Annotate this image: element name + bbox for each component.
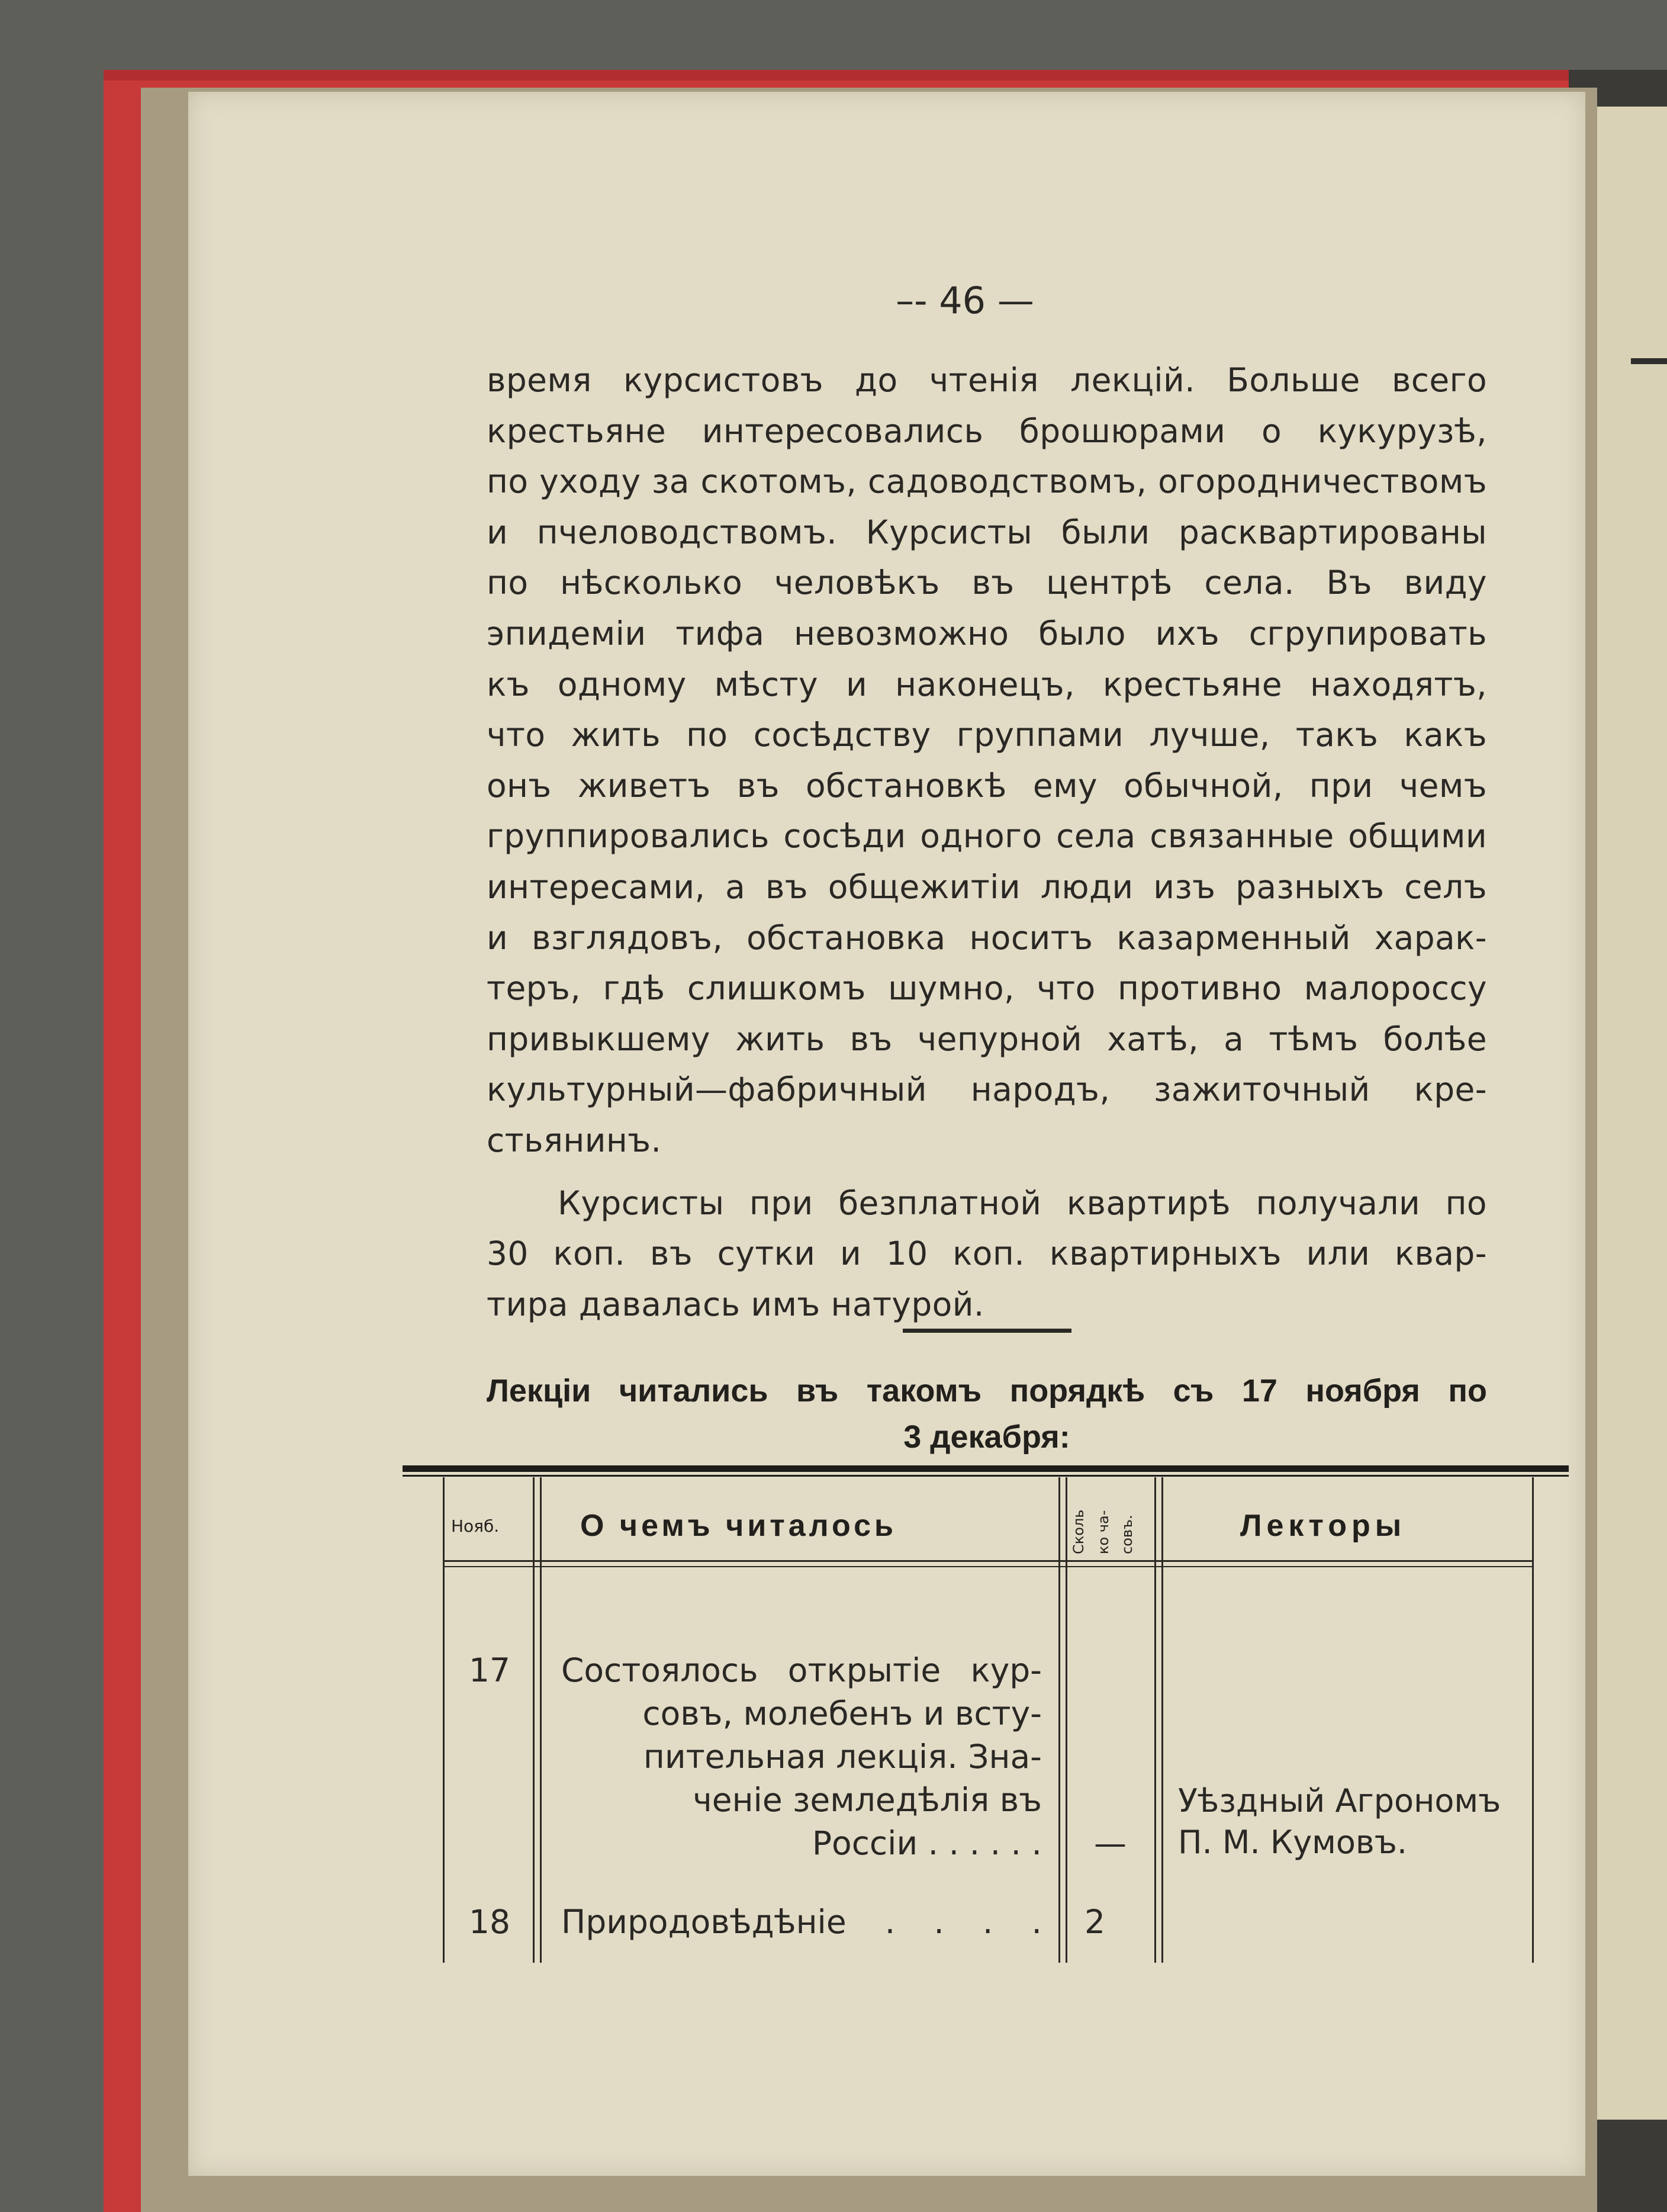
column-line <box>1058 1477 1060 1963</box>
header-hours-line3: совъ. <box>1119 1515 1135 1554</box>
topic-line: Природовѣдѣніе . . . . <box>561 1903 1042 1941</box>
lecture-table <box>403 1465 1586 1969</box>
row-lecturer <box>1178 1780 1501 1863</box>
row-topic <box>561 1901 1042 1944</box>
text-line: и пчеловодствомъ. Курсисты были расквартированы <box>487 513 1487 551</box>
text-line: группировались сосѣди одного села связанные общими <box>487 817 1487 856</box>
text-line: и взглядовъ, обстановка носитъ казарменный харак- <box>487 918 1487 957</box>
topic-line: Россіи . . . . . . <box>812 1824 1042 1862</box>
column-line <box>540 1477 542 1963</box>
header-rule <box>443 1566 1532 1567</box>
text-line: 30 коп. въ сутки и 10 коп. квартирныхъ или квар- <box>487 1234 1487 1273</box>
text-line: время курсистовъ до чтенія лекцій. Больше всего <box>487 361 1487 399</box>
text-line: крестьяне интересовались брошюрами о кукурузѣ, <box>487 411 1487 450</box>
header-rule <box>443 1560 1532 1562</box>
header-topic: О чемъ читалось <box>580 1509 897 1543</box>
facing-page <box>1592 107 1667 2120</box>
book-cover-edge <box>104 70 1595 81</box>
header-hours-line1: Сколь <box>1070 1509 1087 1554</box>
section-heading <box>487 1368 1487 1460</box>
lecturer-line: П. М. Кумовъ. <box>1178 1824 1408 1861</box>
text-line: теръ, гдѣ слишкомъ шумно, что противно малороссу <box>487 969 1487 1008</box>
column-line <box>1066 1477 1067 1963</box>
body-text <box>487 355 1487 1330</box>
row-hours: 2 <box>1084 1903 1105 1941</box>
section-divider <box>903 1329 1071 1333</box>
topic-line: Состоялось открытіе кур- <box>561 1651 1042 1689</box>
heading-line: 3 декабря: <box>903 1419 1070 1455</box>
header-hours-line2: ко ча- <box>1095 1510 1112 1554</box>
table-top-rule-thin <box>403 1475 1569 1477</box>
text-line: интересами, а въ общежитіи люди изъ разныхъ селъ <box>487 867 1487 906</box>
text-line: что жить по сосѣдству группами лучше, такъ какъ <box>487 716 1487 754</box>
heading-line: Лекціи читались въ такомъ порядкѣ съ 17 ноября по <box>487 1373 1487 1409</box>
text-line: тира давалась имъ натурой. <box>487 1285 984 1323</box>
text-line: онъ живетъ въ обстановкѣ ему обычной, при чемъ <box>487 766 1487 805</box>
text-line: по уходу за скотомъ, садоводствомъ, огородничествомъ <box>487 462 1487 501</box>
topic-line: пительная лекція. Зна- <box>643 1738 1042 1776</box>
column-line <box>1532 1477 1534 1963</box>
text-line: привыкшему жить въ чепурной хатѣ, а тѣмъ болѣе <box>487 1020 1487 1058</box>
page-number: –- 46 — <box>896 279 1034 322</box>
table-top-rule <box>403 1465 1569 1472</box>
row-day: 17 <box>469 1651 510 1689</box>
text-line: эпидеміи тифа невозможно было ихъ сгрупировать <box>487 614 1487 652</box>
topic-line: совъ, молебенъ и всту- <box>642 1695 1042 1732</box>
text-line: культурный—фабричный народъ, зажиточный кре- <box>487 1070 1487 1109</box>
column-line <box>1161 1477 1163 1963</box>
row-topic <box>561 1649 1042 1865</box>
column-line <box>533 1477 535 1963</box>
text-line: стьянинъ. <box>487 1121 662 1159</box>
topic-line: ченіе земледѣлія въ <box>693 1781 1042 1819</box>
header-lecturers: Лекторы <box>1240 1509 1407 1543</box>
lecturer-line: Уѣздный Агрономъ <box>1178 1782 1501 1819</box>
text-line: Курсисты при безплатной квартирѣ получали по <box>558 1184 1487 1222</box>
text-line: къ одному мѣсту и наконецъ, крестьяне находятъ, <box>487 665 1487 703</box>
row-hours: — <box>1094 1824 1127 1862</box>
column-line <box>443 1477 445 1963</box>
facing-page-mark <box>1631 358 1667 364</box>
row-day: 18 <box>469 1903 510 1941</box>
column-line <box>1154 1477 1156 1963</box>
header-month: Нояб. <box>451 1516 500 1536</box>
text-line: по нѣсколько человѣкъ въ центрѣ села. Въ виду <box>487 564 1487 602</box>
